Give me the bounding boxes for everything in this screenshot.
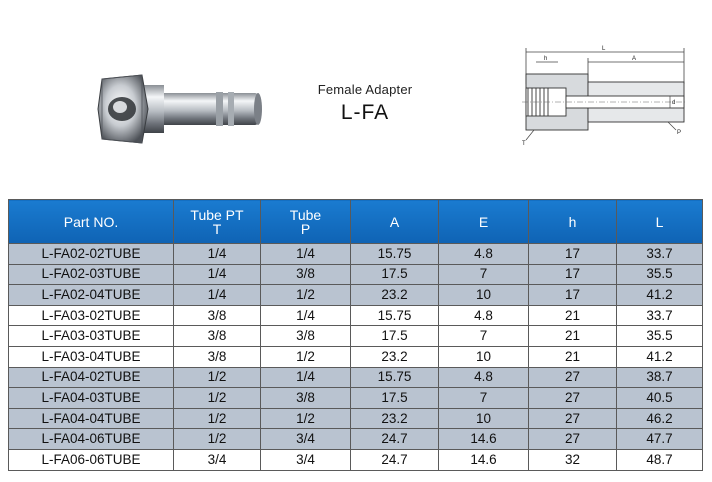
table-cell: 27 — [529, 367, 617, 388]
table-cell: 1/2 — [174, 429, 261, 450]
table-row — [9, 408, 703, 429]
drawing-label-t: T — [522, 141, 526, 147]
drawing-label-p: P — [677, 130, 682, 136]
table-cell: L-FA02-02TUBE — [9, 244, 174, 265]
table-cell: L-FA03-04TUBE — [9, 346, 174, 367]
table-cell: 3/4 — [261, 429, 351, 450]
table-cell: 24.7 — [351, 429, 439, 450]
table-cell: 1/2 — [174, 367, 261, 388]
table-cell: 7 — [439, 326, 529, 347]
table-cell: 27 — [529, 408, 617, 429]
table-cell: 10 — [439, 346, 529, 367]
table-cell: 27 — [529, 429, 617, 450]
table-cell: 33.7 — [617, 305, 703, 326]
table-cell: 1/4 — [174, 244, 261, 265]
table-cell: 1/2 — [261, 408, 351, 429]
table-cell: 23.2 — [351, 346, 439, 367]
table-cell: L-FA04-06TUBE — [9, 429, 174, 450]
table-cell: 1/4 — [261, 367, 351, 388]
table-cell: 3/8 — [261, 326, 351, 347]
table-cell: 48.7 — [617, 449, 703, 470]
table-cell: L-FA03-03TUBE — [9, 326, 174, 347]
table-cell: 46.2 — [617, 408, 703, 429]
table-body — [9, 244, 703, 471]
table-cell: 3/4 — [174, 449, 261, 470]
table-row — [9, 326, 703, 347]
column-header — [174, 200, 261, 244]
column-header-text: h — [568, 213, 577, 230]
table-row — [9, 305, 703, 326]
table-cell: 1/2 — [174, 388, 261, 409]
table-cell: 1/4 — [174, 285, 261, 306]
table-cell: 35.5 — [617, 264, 703, 285]
table-cell: 24.7 — [351, 449, 439, 470]
table-cell: 10 — [439, 285, 529, 306]
table-row — [9, 449, 703, 470]
technical-drawing — [518, 44, 688, 148]
table-cell: 23.2 — [351, 285, 439, 306]
column-header-text: Tube — [289, 206, 322, 223]
column-header — [617, 200, 703, 244]
table-cell: 1/4 — [174, 264, 261, 285]
table-cell: 17.5 — [351, 264, 439, 285]
product-photo — [96, 65, 266, 155]
table-cell: 41.2 — [617, 285, 703, 306]
table-header-row — [9, 200, 703, 244]
table-cell: 21 — [529, 346, 617, 367]
table-cell: 14.6 — [439, 449, 529, 470]
table-cell: 32 — [529, 449, 617, 470]
spec-table — [8, 199, 703, 471]
table-cell: 17 — [529, 264, 617, 285]
product-caption — [300, 82, 430, 125]
table-cell: 1/2 — [261, 285, 351, 306]
table-cell: 21 — [529, 326, 617, 347]
table-cell: L-FA04-04TUBE — [9, 408, 174, 429]
column-header — [439, 200, 529, 244]
column-header — [351, 200, 439, 244]
table-cell: 1/4 — [261, 305, 351, 326]
table-cell: 15.75 — [351, 305, 439, 326]
column-header — [9, 200, 174, 244]
table-cell: 47.7 — [617, 429, 703, 450]
table-row — [9, 346, 703, 367]
table-cell: 21 — [529, 305, 617, 326]
table-cell: 4.8 — [439, 244, 529, 265]
table-row — [9, 264, 703, 285]
table-cell: 3/8 — [174, 326, 261, 347]
table-cell: 3/4 — [261, 449, 351, 470]
table-cell: 17 — [529, 285, 617, 306]
table-cell: 7 — [439, 264, 529, 285]
table-cell: 1/2 — [174, 408, 261, 429]
table-row — [9, 429, 703, 450]
table-row — [9, 367, 703, 388]
table-cell: 17.5 — [351, 388, 439, 409]
table-cell: 1/2 — [261, 346, 351, 367]
table-cell: 3/8 — [174, 305, 261, 326]
table-cell: 17 — [529, 244, 617, 265]
table-cell: 15.75 — [351, 244, 439, 265]
column-header-text: A — [389, 213, 400, 230]
table-row — [9, 285, 703, 306]
drawing-label-d: d — [672, 100, 676, 106]
column-header-text: Tube PT — [190, 206, 244, 223]
table-row — [9, 244, 703, 265]
column-header-text: T — [212, 220, 222, 237]
table-cell: 3/8 — [261, 388, 351, 409]
table-cell: 23.2 — [351, 408, 439, 429]
table-cell: 41.2 — [617, 346, 703, 367]
drawing-label-l: L — [602, 46, 606, 52]
table-row — [9, 388, 703, 409]
column-header-text: P — [300, 220, 311, 237]
product-model: L-FA — [340, 101, 390, 124]
table-cell: L-FA06-06TUBE — [9, 449, 174, 470]
column-header-text: L — [655, 213, 664, 230]
table-cell: 4.8 — [439, 367, 529, 388]
table-cell: 1/4 — [261, 244, 351, 265]
table-cell: 3/8 — [261, 264, 351, 285]
table-cell: 35.5 — [617, 326, 703, 347]
table-cell: 14.6 — [439, 429, 529, 450]
table-cell: 7 — [439, 388, 529, 409]
column-header-text: Part NO. — [63, 213, 119, 230]
table-cell: L-FA04-02TUBE — [9, 367, 174, 388]
table-cell: L-FA04-03TUBE — [9, 388, 174, 409]
table-cell: 10 — [439, 408, 529, 429]
table-cell: 17.5 — [351, 326, 439, 347]
table-cell: 33.7 — [617, 244, 703, 265]
table-cell: L-FA02-04TUBE — [9, 285, 174, 306]
table-cell: L-FA02-03TUBE — [9, 264, 174, 285]
table-cell: 15.75 — [351, 367, 439, 388]
table-cell: 40.5 — [617, 388, 703, 409]
table-cell: 38.7 — [617, 367, 703, 388]
table-cell: 3/8 — [174, 346, 261, 367]
table-cell: 27 — [529, 388, 617, 409]
column-header — [529, 200, 617, 244]
table-cell: L-FA03-02TUBE — [9, 305, 174, 326]
table-cell: 4.8 — [439, 305, 529, 326]
column-header-text: E — [478, 213, 489, 230]
drawing-label-a: A — [632, 56, 637, 62]
column-header — [261, 200, 351, 244]
product-name: Female Adapter — [317, 82, 413, 97]
drawing-label-h: h — [544, 56, 548, 62]
